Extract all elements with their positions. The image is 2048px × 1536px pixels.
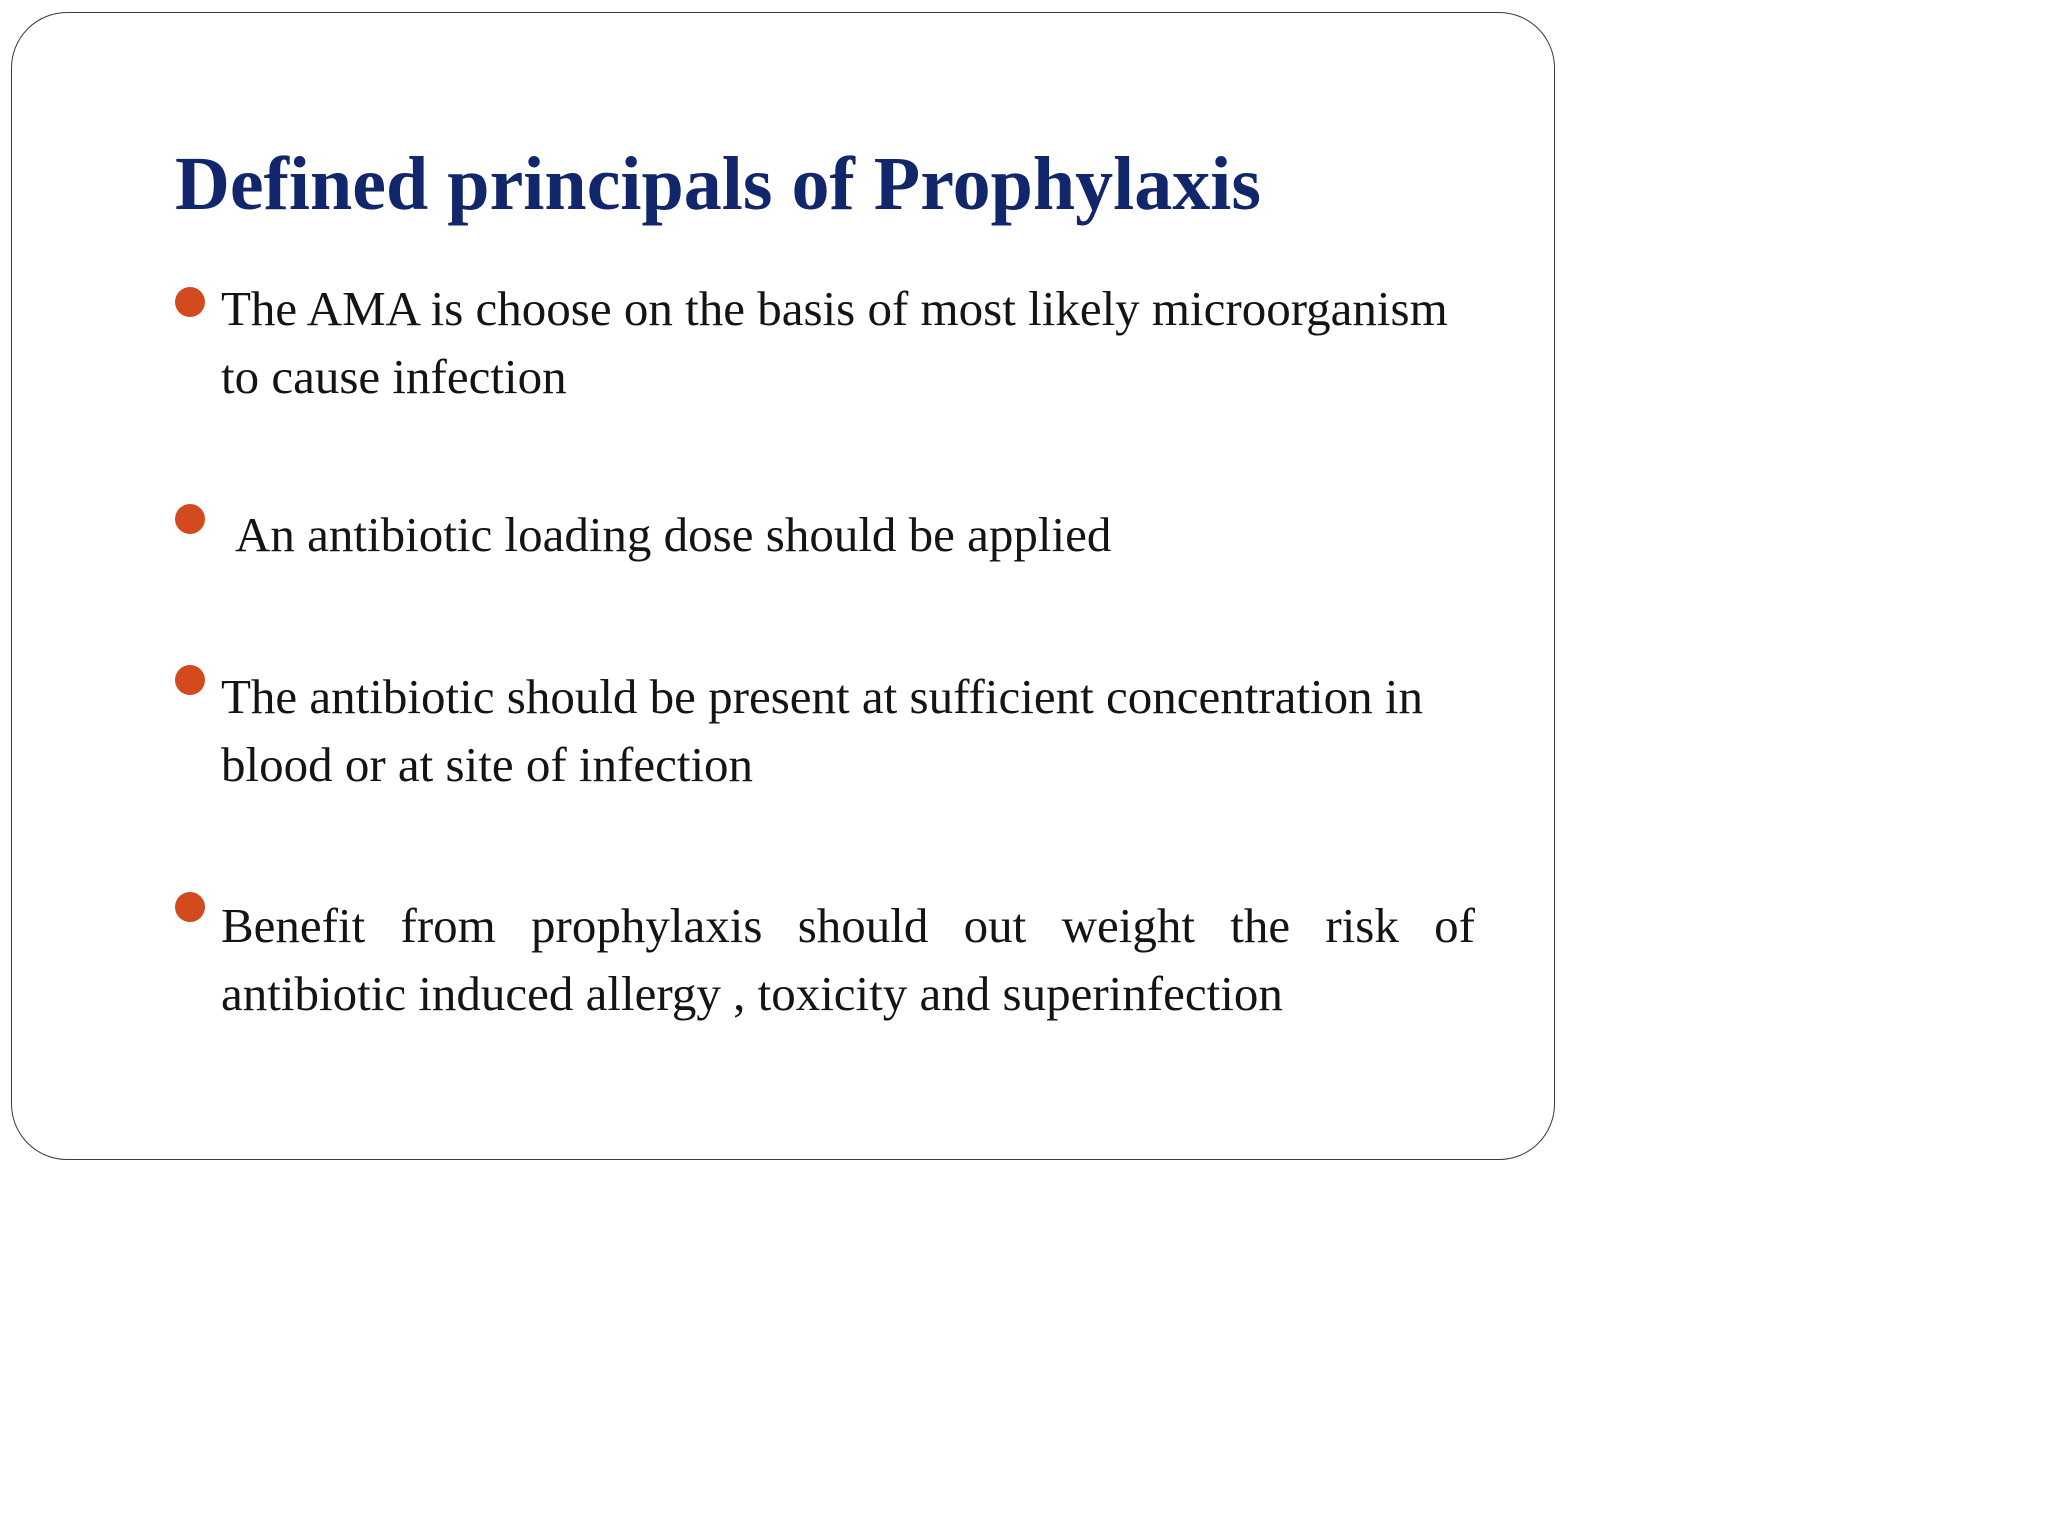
bullet-dot-icon <box>175 665 205 695</box>
bullet-dot-icon <box>175 504 205 534</box>
bullet-text: Benefit from prophylaxis should out weight the risk of antibiotic induced allergy , toxicity and superinfection <box>221 898 1475 1021</box>
bullet-text: An antibiotic loading dose should be applied <box>235 507 1112 562</box>
bullet-dot-icon <box>175 892 205 922</box>
bullet-text: The antibiotic should be present at sufficient concentration in blood or at site of infection <box>221 669 1423 792</box>
bullet-text: The AMA is choose on the basis of most likely microorganism to cause infection <box>221 281 1448 404</box>
slide-title: Defined principals of Prophylaxis <box>175 142 1261 226</box>
bullet-dot-icon <box>175 287 205 317</box>
slide <box>11 12 1555 1160</box>
